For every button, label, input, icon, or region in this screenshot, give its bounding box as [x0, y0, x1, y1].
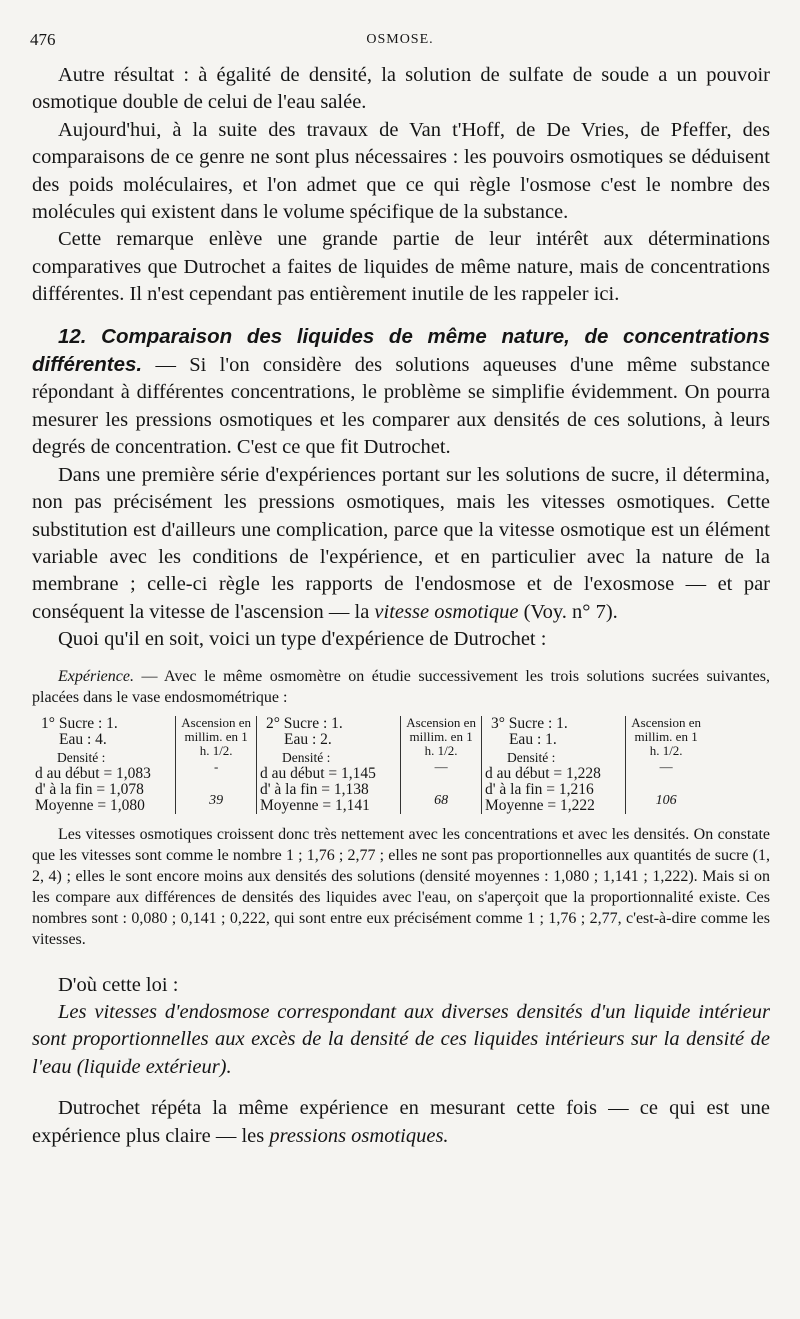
- paragraph-3: Cette remarque enlève une grande partie de leur intérêt aux déterminations comparatives que Dutrochet a faites de liquides de même nature, mais de concentrations différentes. Il n'est cependant pas entièrement inutile de les rappeler ici.: [32, 228, 770, 306]
- page-header: [0, 30, 800, 54]
- results-notes: Les vitesses osmotiques croissent donc très nettement avec les concentrations et avec les densités. On constate que les vitesses sont comme le nombre 1 ; 1,76 ; 2,77 ; elles ne sont pas proportionnelles aux quantités de sucre (1, 2, 4) ; elles le sont encore moins aux densités des solutions (densité moyennes : 1,080 ; 1,141 ; 1,222). Mais si on les compare aux différences de densités des liquides avec l'eau, on s'aperçoit que la proportionnalité existe. Ces nombres sont : 0,080 ; 0,141 ; 0,222, qui sont entre eux précisément comme 1 ; 1,76 ; 2,77, c'est-à-dire comme les vitesses.: [32, 825, 770, 948]
- experience-paragraph: [32, 666, 770, 708]
- ascension-2-value: 68: [434, 792, 449, 808]
- solution-2-sucre: 2° Sucre : 1.: [265, 714, 343, 732]
- ascension-2-header: Ascension en millim. en 1 h. 1/2.: [406, 714, 476, 758]
- paragraph-5-emphasis: vitesse osmotique: [374, 600, 519, 623]
- solution-3-debut: d au début = 1,228: [484, 764, 601, 782]
- ascension-3-cell: [626, 716, 706, 814]
- ascension-2-dash: —: [434, 758, 448, 774]
- ascension-3-dash: —: [659, 758, 673, 774]
- paragraph-last-text: Dutrochet répéta la même expérience en mesurant cette fois — ce qui est une expérience plus claire — les: [32, 1097, 770, 1147]
- solution-3-densite-label: Densité :: [506, 749, 556, 765]
- ascension-1-header: Ascension en millim. en 1 h. 1/2.: [181, 714, 251, 758]
- page-body: [32, 62, 770, 1150]
- solution-2-moyenne: Moyenne = 1,141: [259, 796, 370, 814]
- ascension-1-dash: -: [213, 758, 219, 774]
- experience-label: Expérience.: [58, 667, 134, 685]
- loi-statement: Les vitesses d'endosmose correspondant aux diverses densités d'un liquide intérieur sont proportionnelles aux excès de la densité de ces liquides intérieurs sur la densité de l'eau (liquide extérieur).: [32, 1000, 770, 1078]
- running-title: OSMOSE.: [366, 32, 434, 47]
- solution-2-eau: Eau : 2.: [283, 730, 332, 748]
- paragraph-5-text-b: (Voy. n° 7).: [518, 600, 618, 623]
- solution-1-fin: d' à la fin = 1,078: [35, 780, 144, 798]
- ascension-3-header: Ascension en millim. en 1 h. 1/2.: [631, 714, 701, 758]
- solution-1-densite-label: Densité :: [57, 749, 106, 765]
- solution-3-eau: Eau : 1.: [508, 730, 557, 748]
- solution-1-moyenne: Moyenne = 1,080: [35, 796, 145, 814]
- solution-2-debut: d au début = 1,145: [259, 764, 376, 782]
- solution-3-moyenne: Moyenne = 1,222: [484, 796, 595, 814]
- solution-1-eau: Eau : 4.: [59, 730, 107, 748]
- paragraph-5-text-a: Dans une première série d'expériences portant sur les solutions de sucre, il détermina, non pas précisément les pressions osmotiques, mais les vitesses osmotiques. Cette substitution est d'ailleurs une complication, parce que la vitesse osmotique est un élément variable avec les conditions de l'expérience, et en particulier avec la nature de la membrane ; celle-ci règle les rapports de l'endosmose et de l'exosmose — et par conséquent la vitesse de l'ascension — la: [32, 463, 770, 623]
- paragraph-last: [32, 1095, 770, 1150]
- solution-2-fin: d' à la fin = 1,138: [259, 780, 369, 798]
- results-table: [32, 716, 706, 814]
- ascension-1-cell: [176, 716, 257, 814]
- paragraph-1: Autre résultat : à égalité de densité, la solution de sulfate de soude a un pouvoir osmotique double de celui de l'eau salée.: [32, 64, 770, 114]
- paragraph-5: [32, 462, 770, 626]
- ascension-2-cell: [401, 716, 482, 814]
- ascension-3-value: 106: [655, 792, 677, 808]
- section-12: [32, 323, 770, 462]
- experience-text: — Avec le même osmomètre on étudie successivement les trois solutions sucrées suivantes, placées dans le vase endosmométrique :: [32, 667, 770, 706]
- solution-2-cell: [256, 716, 400, 814]
- section-title: 12. Comparaison des liquides de même nature, de concentrations différentes.: [32, 324, 770, 377]
- solution-3-cell: [481, 716, 625, 814]
- solution-3-sucre: 3° Sucre : 1.: [490, 714, 568, 732]
- loi-intro: D'où cette loi :: [58, 973, 179, 996]
- solution-1-sucre: 1° Sucre : 1.: [41, 714, 118, 732]
- solution-3-fin: d' à la fin = 1,216: [484, 780, 594, 798]
- page-number: 476: [30, 30, 56, 49]
- paragraph-6: Quoi qu'il en soit, voici un type d'expérience de Dutrochet :: [58, 628, 547, 651]
- solution-1-debut: d au début = 1,083: [35, 764, 151, 782]
- paragraph-2: Aujourd'hui, à la suite des travaux de Van t'Hoff, de De Vries, de Pfeffer, des comparaisons de ce genre ne sont plus nécessaires : les pouvoirs osmotiques se déduisent des poids moléculaires, et l'on admet que ce qui règle l'osmose c'est le nombre des molécules qui existent dans le volume spécifique de la substance.: [32, 118, 770, 224]
- results-row: [32, 716, 706, 814]
- paragraph-last-emphasis: pressions osmotiques.: [269, 1124, 449, 1147]
- solution-2-densite-label: Densité :: [281, 749, 331, 765]
- solution-1-cell: [32, 716, 176, 814]
- section-text: — Si l'on considère des solutions aqueuses d'une même substance répondant à différentes concentrations, le problème se simplifie évidemment. On pourra mesurer les pressions osmotiques et les comparer aux densités de ces solutions, à leurs degrés de concentration. C'est ce que fit Dutrochet.: [32, 354, 770, 459]
- ascension-1-value: 39: [209, 792, 224, 808]
